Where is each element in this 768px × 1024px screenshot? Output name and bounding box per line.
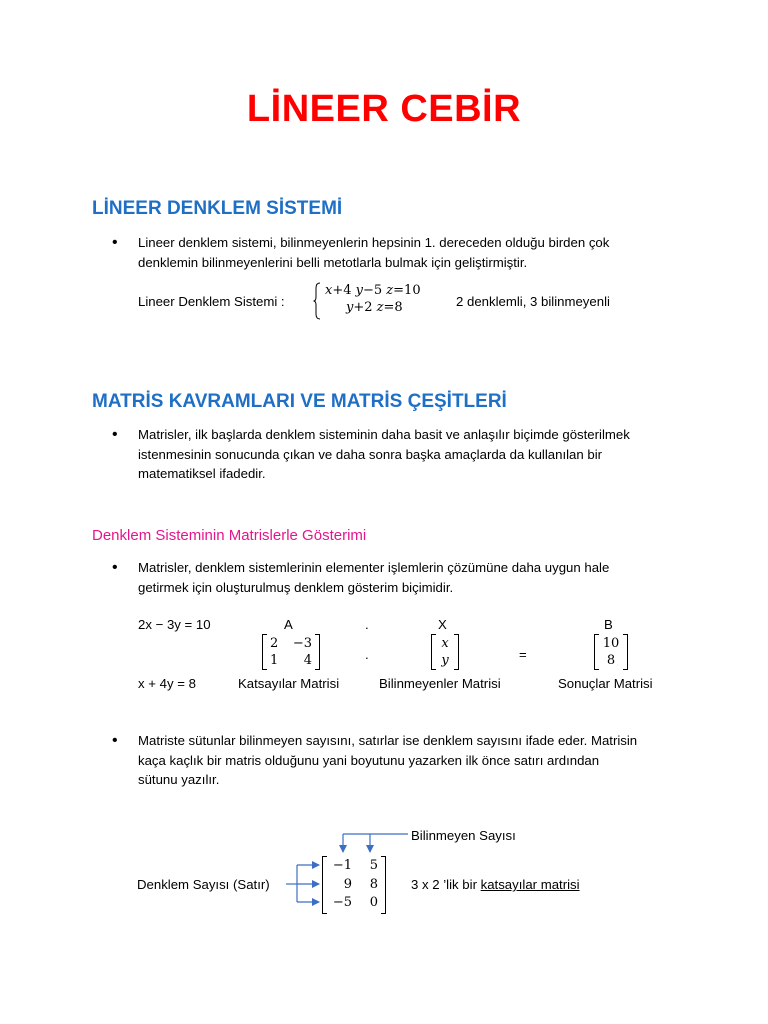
equation-line-2: y+2 z=8	[346, 300, 403, 315]
label-matrix-b: B	[604, 617, 613, 632]
paragraph-line: Matriste sütunlar bilinmeyen sayısını, satırlar ise denklem sayısını ifade eder. Matrisin	[138, 733, 638, 748]
bullet-marker: •	[112, 732, 118, 749]
matrix-cell: 2	[270, 636, 279, 651]
matrix-cell: 9	[343, 876, 352, 892]
paragraph-line: kaça kaçlık bir matris olduğunu yani boyutunu yazarken ilk önce satırı ardından	[138, 752, 600, 768]
system-label: Lineer Denklem Sistemi :	[138, 294, 285, 309]
matrix-description	[411, 877, 580, 893]
paragraph-line: Matrisler, ilk başlarda denklem sisteminin daha basit ve anlaşılır biçimde gösterilmek	[138, 427, 630, 442]
matrix-cell: −5	[332, 895, 352, 910]
matrix-cell: x	[441, 636, 449, 651]
paragraph-line: istenmesinin sonucunda çıkan ve daha sonra başka amaçlarda da kullanılan bir	[138, 446, 603, 462]
description-prefix: 3 x 2 ’lik bir	[411, 877, 481, 892]
caption-matrix-b: Sonuçlar Matrisi	[558, 676, 653, 691]
label-matrix-x: X	[438, 617, 447, 632]
paragraph-line: Matrisler, denklem sistemlerinin elementer işlemlerin çözümüne daha uygun hale	[138, 560, 610, 575]
equation-1: 2x − 3y = 10	[138, 617, 211, 632]
paragraph-line: matematiksel ifadedir.	[138, 466, 266, 481]
caption-matrix-x: Bilinmeyenler Matrisi	[379, 676, 501, 691]
section-heading-matris-kavramlari: MATRİS KAVRAMLARI VE MATRİS ÇEŞİTLERİ	[92, 391, 507, 412]
matrix-cell: 0	[369, 895, 378, 910]
matrix-cell: 8	[369, 876, 378, 892]
paragraph-line: Lineer denklem sistemi, bilinmeyenlerin hepsinin 1. dereceden olduğu birden çok	[138, 235, 610, 250]
caption-matrix-a: Katsayılar Matrisi	[238, 676, 340, 691]
paragraph-line: getirmek için oluşturulmuş denklem gösterim biçimidir.	[138, 579, 454, 595]
matrix-cell: −1	[332, 858, 352, 873]
matrix-cell: y	[441, 653, 449, 668]
dot-operator: .	[365, 647, 369, 662]
dot-operator: .	[365, 617, 369, 632]
matrix-cell: 4	[303, 653, 312, 668]
paragraph-line: sütunu yazılır.	[138, 772, 220, 787]
equation-2: x + 4y = 8	[138, 676, 196, 691]
equals-sign: =	[519, 647, 527, 662]
rows-label: Denklem Sayısı (Satır)	[137, 877, 270, 892]
unknowns-label: Bilinmeyen Sayısı	[411, 828, 516, 843]
description-underlined: katsayılar matrisi	[480, 877, 580, 892]
matrix-cell: 1	[270, 653, 279, 668]
system-note: 2 denklemli, 3 bilinmeyenli	[456, 294, 610, 309]
equation-line-1: x+4 y−5 z=10	[325, 283, 421, 298]
matrix-cell: 10	[602, 636, 620, 651]
right-bracket	[381, 856, 386, 914]
subsection-heading-matris-gosterimi: Denklem Sisteminin Matrislerle Gösterimi	[92, 527, 367, 544]
coefficient-matrix-3x2	[322, 856, 386, 914]
bullet-marker: •	[112, 234, 118, 251]
matrix-cell: 8	[606, 653, 616, 668]
section-heading-lineer-denklem: LİNEER DENKLEM SİSTEMİ	[92, 198, 343, 219]
paragraph-line: denklemin bilinmeyenlerini belli metotlarla bulmak için geliştirmiştir.	[138, 254, 528, 270]
matrix-cell: −3	[292, 636, 312, 651]
bullet-marker: •	[112, 426, 118, 443]
matrix-cell: 5	[369, 858, 378, 873]
page-title: LİNEER CEBİR	[246, 88, 522, 130]
label-matrix-a: A	[284, 617, 293, 632]
bullet-marker: •	[112, 559, 118, 576]
